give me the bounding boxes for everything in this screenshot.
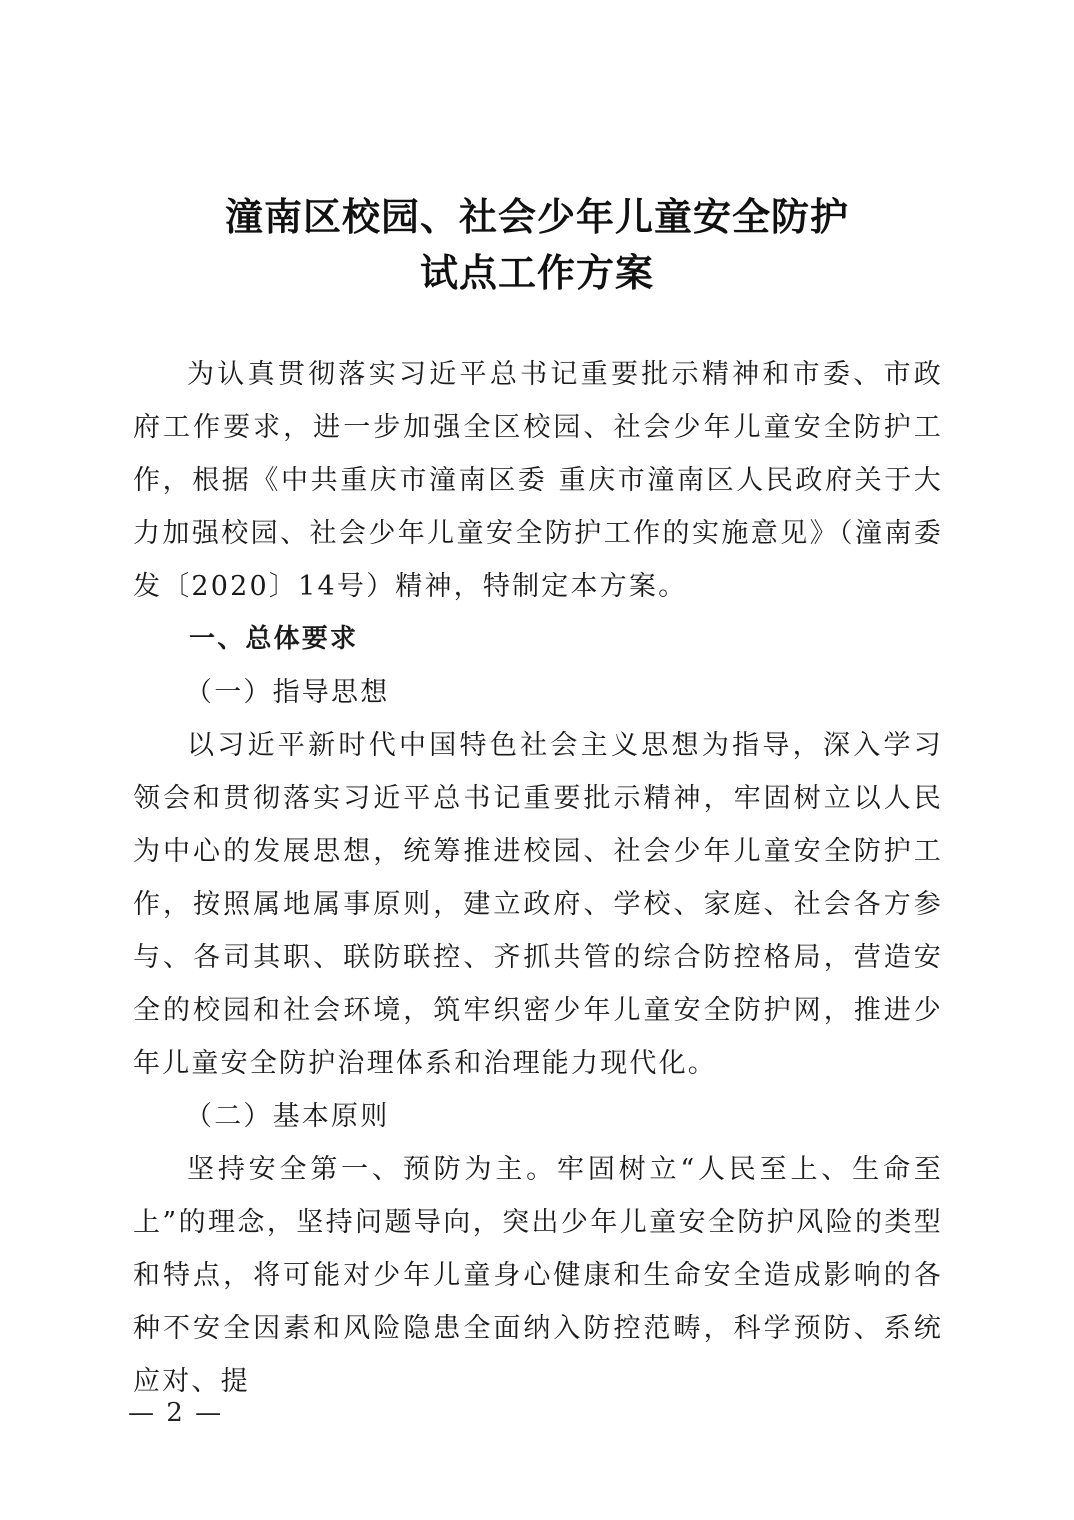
document-title-line2: 试点工作方案 bbox=[419, 251, 654, 295]
document-body bbox=[133, 348, 943, 1408]
document-title-line1: 潼南区校园、社会少年儿童安全防护 bbox=[224, 195, 849, 239]
page-number: — 2 — bbox=[128, 1398, 224, 1428]
basic-principles-paragraph: 坚持安全第一、预防为主。牢固树立“人民至上、生命至上”的理念，坚持问题导向，突出少年儿童安全防护风险的类型和特点，将可能对少年儿童身心健康和生命安全造成影响的各种不安全因素和风险隐患全面纳入防控范畴，科学预防、系统应对、提 bbox=[133, 1154, 943, 1397]
intro-paragraph: 为认真贯彻落实习近平总书记重要批示精神和市委、市政府工作要求，进一步加强全区校园、社会少年儿童安全防护工作，根据《中共重庆市潼南区委 重庆市潼南区人民政府关于大力加强校园、社会少年儿童安全防护工作的实施意见》（潼南委发〔2020〕14号）精神，特制定本方案。 bbox=[133, 359, 943, 602]
section-heading: 一、总体要求 bbox=[189, 624, 359, 654]
subsection-heading-guiding-ideology: （一）指导思想 bbox=[185, 677, 390, 708]
guiding-ideology-paragraph: 以习近平新时代中国特色社会主义思想为指导，深入学习领会和贯彻落实习近平总书记重要批示精神，牢固树立以人民为中心的发展思想，统筹推进校园、社会少年儿童安全防护工作，按照属地属事原则，建立政府、学校、家庭、社会各方参与、各司其职、联防联控、齐抓共管的综合防控格局，营造安全的校园和社会环境，筑牢织密少年儿童安全防护网，推进少年儿童安全防护治理体系和治理能力现代化。 bbox=[133, 730, 943, 1079]
subsection-heading-basic-principles: （二）基本原则 bbox=[185, 1101, 390, 1132]
